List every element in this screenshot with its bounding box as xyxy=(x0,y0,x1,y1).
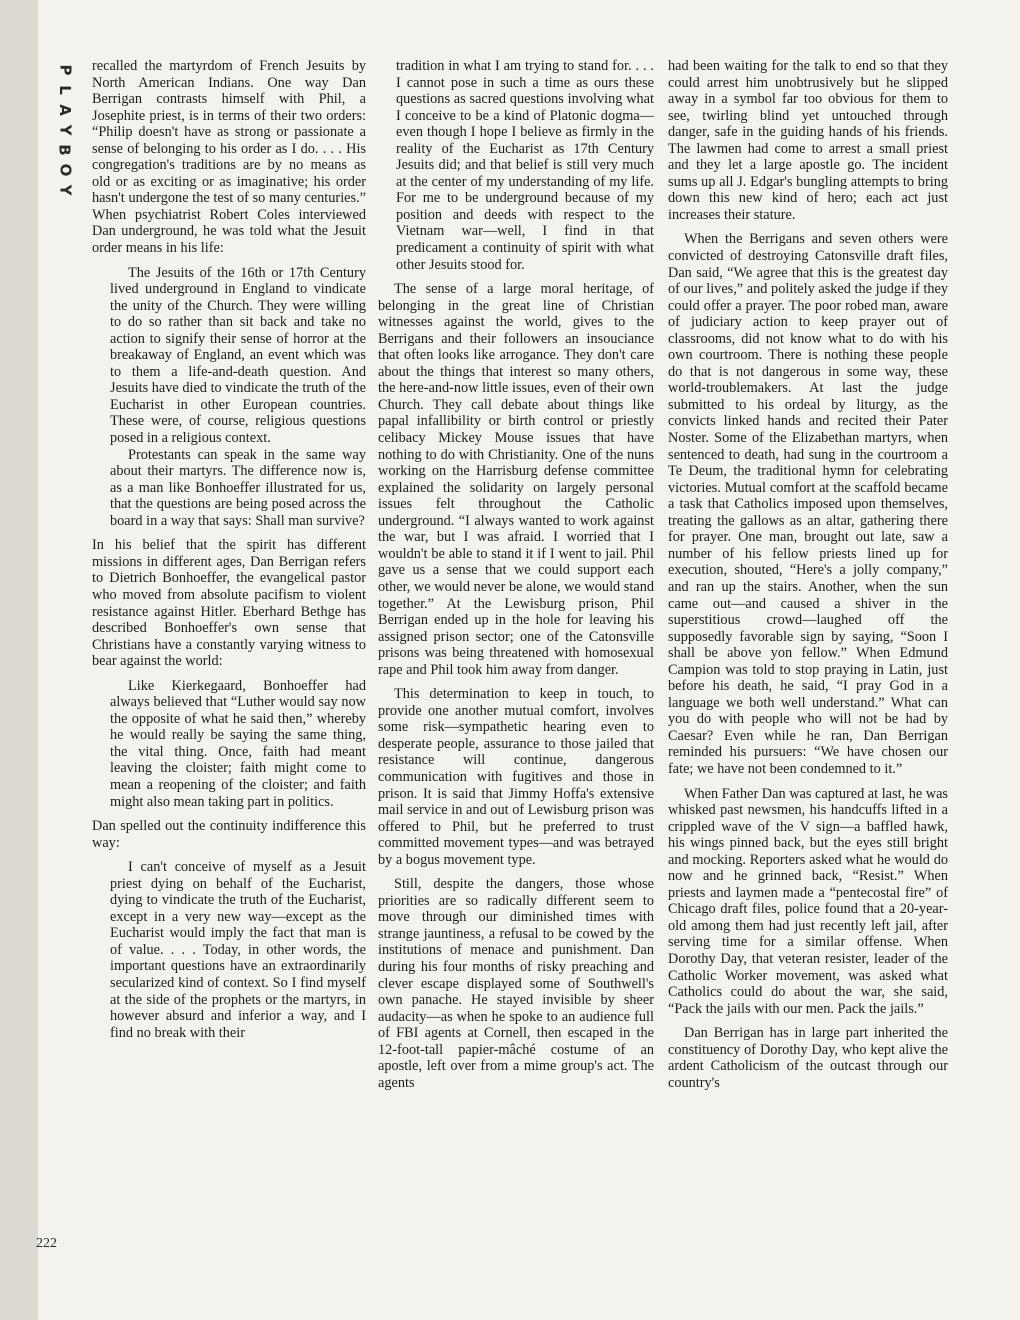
brand-letter: Y xyxy=(56,124,74,136)
article-paragraph: When the Berrigans and seven others were convicted of destroying Catonsville draft files, Dan said, “We agree that this is the greatest day of our lives,” and politely asked the judge if they could offer a prayer. The poor robed man, aware of judiciary action to keep prayer out of classrooms, did not know what to do with his own courtroom. There is nothing these people do that is not dangerous in some way, these world-troublemakers. At last the judge submitted to his ordeal by liturgy, as the convicts linked hands and recited their Pater Noster. Some of the Elizabethan martyrs, when sentenced to death, had sung in the courtroom a Te Deum, the traditional hymn for celebrating victories. Mutual comfort at the scaffold became a task that Catholics imposed upon themselves, treating the gallows as an altar, gathering there for prayer. One man, brought out late, saw a number of his fellow priests lined up for execution, shouted, “Here's a jolly company,” and ran up the stairs. Another, when the sun came out—and caused a shiver in the superstitious crowd—laughed off the supposedly favorable sign by saying, “Soon I shall be above yon fellow.” When Edmund Campion was told to stop praying in Latin, just before his death, he said, “I pray God in a language we both well understand.” What can you do with people who will not be had by Caesar? Even while he ran, Dan Berrigan reminded his pursuers: “We have chosen our fate; we have not been condemned to it.” xyxy=(668,231,948,777)
article-paragraph: When Father Dan was captured at last, he was whisked past newsmen, his handcuffs lifted in a crippled wave of the V sign—a baffled hawk, his wings pinned back, but the eyes still bright and mocking. Reporters asked what he would do now and he grinned back, “Resist.” When priests and laymen made a “pentecostal fire” of Chicago draft files, police found that a 20-year-old among them had just recently left jail, after serving time for a similar offense. When Dorothy Day, that veteran resister, leader of the Catholic Worker movement, was asked what Catholics could do about the war, she said, “Pack the jails with our men. Pack the jails.” xyxy=(668,785,948,1017)
block-quote xyxy=(92,859,366,1041)
article-column-3 xyxy=(668,58,948,1091)
page-number: 222 xyxy=(36,1236,57,1251)
block-quote xyxy=(378,58,654,273)
quote-paragraph: Protestants can speak in the same way about their martyrs. The difference now is, as a man like Bonhoeffer illustrated for us, that the questions are being posed across the board in a way that says: Shall man survive? xyxy=(110,446,366,529)
article-column-1 xyxy=(92,58,366,1049)
article-paragraph: Dan spelled out the continuity indifference this way: xyxy=(92,818,366,851)
article-paragraph: recalled the martyrdom of French Jesuits by North American Indians. One way Dan Berrigan contrasts himself with Phil, a Josephite priest, is in terms of their two orders: “Philip doesn't have as strong or passionate a sense of belonging to his order as I do. . . . His congregation's traditions are by no means as old or as exciting or as imaginative; his order hasn't undergone the test of so many centuries.” When psychiatrist Robert Coles interviewed Dan underground, he was told what the Jesuit order means in his life: xyxy=(92,58,366,257)
brand-letter: Y xyxy=(56,184,74,196)
article-paragraph: had been waiting for the talk to end so that they could arrest him unobtrusively but he slipped away in a symbol far too obvious for them to see, twirling blind yet untouched through danger, safe in the guiding hands of his friends. The lawmen had come to arrest a small priest and they let a large apostle go. The incident sums up all J. Edgar's bungling attempts to bring down this new kind of hero; each act just increases their stature. xyxy=(668,58,948,223)
quote-paragraph: tradition in what I am trying to stand for. . . . I cannot pose in such a time as ours these questions as sacred questions involving what I conceive to be a kind of Platonic dogma—even though I hope I believe as firmly in the reality of the Eucharist as 17th Century Jesuits did; and that belief is still very much at the center of my understanding of my life. For me to be underground because of my position and deeds with respect to the Vietnam war—well, I find in that predicament a continuity of spirit with what other Jesuits stood for. xyxy=(396,58,654,273)
article-paragraph: Still, despite the dangers, those whose priorities are so radically different seem to move through our diminished times with strange jauntiness, a refusal to be cowed by the institutions of menace and punishment. Dan during his four months of risky preaching and clever escape displayed some of Southwell's own panache. He stayed invisible by sheer audacity—as when he spoke to an audience full of FBI agents at Cornell, then escaped in the 12-foot-tall papier-mâché costume of an apostle, left over from a mime group's act. The agents xyxy=(378,876,654,1091)
article-paragraph: In his belief that the spirit has different missions in different ages, Dan Berrigan refers to Dietrich Bonhoeffer, the evangelical pastor who moved from absolute pacifism to violent resistance against Hitler. Eberhard Bethge has described Bonhoeffer's own sense that Christians have a constantly varying witness to bear against the world: xyxy=(92,537,366,670)
article-column-2 xyxy=(378,58,654,1091)
article-paragraph: Dan Berrigan has in large part inherited the constituency of Dorothy Day, who kept alive the ardent Catholicism of the outcast through our country's xyxy=(668,1025,948,1091)
page-gutter xyxy=(0,0,38,1320)
article-paragraph: The sense of a large moral heritage, of belonging in the great line of Christian witnesses against the world, gives to the Berrigans and their followers an insouciance that often looks like arrogance. They don't care about the things that interest so many others, the here-and-now little issues, even of their own Church. They call debate about things like papal infallibility or birth control or priestly celibacy Mickey Mouse issues that have nothing to do with Christianity. One of the nuns working on the Harrisburg defense committee explained the solidarity on largely personal issues felt throughout the Catholic underground. “I always wanted to work against the war, but I was afraid. I worried that I wouldn't be able to stand it if I went to jail. Phil gave us a sense that we could support each other, we would never be alone, we would stand together.” At the Lewisburg prison, Phil Berrigan ended up in the hole for leaving his assigned prison sector; one of the Catonsville prisons was being threatened with homosexual rape and Phil took him away from danger. xyxy=(378,281,654,678)
block-quote xyxy=(92,265,366,530)
quote-paragraph: The Jesuits of the 16th or 17th Century lived underground in England to vindicate the unity of the Church. They were willing to do so rather than sit back and take no action to signify their sense of horror at the breakaway of England, an event which was to them a life-and-death question. And Jesuits have died to vindicate the truth of the Eucharist in other European countries. These were, of course, religious questions posed in a religious context. xyxy=(110,264,366,447)
quote-paragraph: I can't conceive of myself as a Jesuit priest dying on behalf of the Eucharist, dying to vindicate the truth of the Eucharist, except in a very new way—except as the Eucharist would imply the fact that man is of value. . . . Today, in other words, the important questions have an extraordinarily secularized kind of context. So I find myself at the side of the prophets or the martyrs, in however absurd and inferior a way, and I find no break with their xyxy=(110,859,366,1041)
article-paragraph: This determination to keep in touch, to provide one another mutual comfort, involves some risk—sympathetic hearing even to desperate people, assurance to those jailed that resistance will continue, dangerous communication with fugitives and those in prison. It is said that Jimmy Hoffa's extensive mail service in and out of Lewisburg prison was offered to Phil, but he preferred to trust committed movement types—and was betrayed by a bogus movement type. xyxy=(378,686,654,868)
magazine-brand-vertical xyxy=(52,60,78,200)
block-quote xyxy=(92,678,366,810)
brand-letter: B xyxy=(56,144,74,156)
brand-letter: O xyxy=(55,163,74,177)
brand-letter: P xyxy=(56,64,74,76)
brand-letter: L xyxy=(56,85,74,95)
brand-letter: A xyxy=(55,104,74,116)
quote-paragraph: Like Kierkegaard, Bonhoeffer had always believed that “Luther would say now the opposite of what he said then,” whereby he would really be saying the same thing, the vital thing. Once, faith had meant leaving the cloister; faith might come to mean a reopening of the cloister; and faith might also mean taking part in politics. xyxy=(110,677,366,810)
